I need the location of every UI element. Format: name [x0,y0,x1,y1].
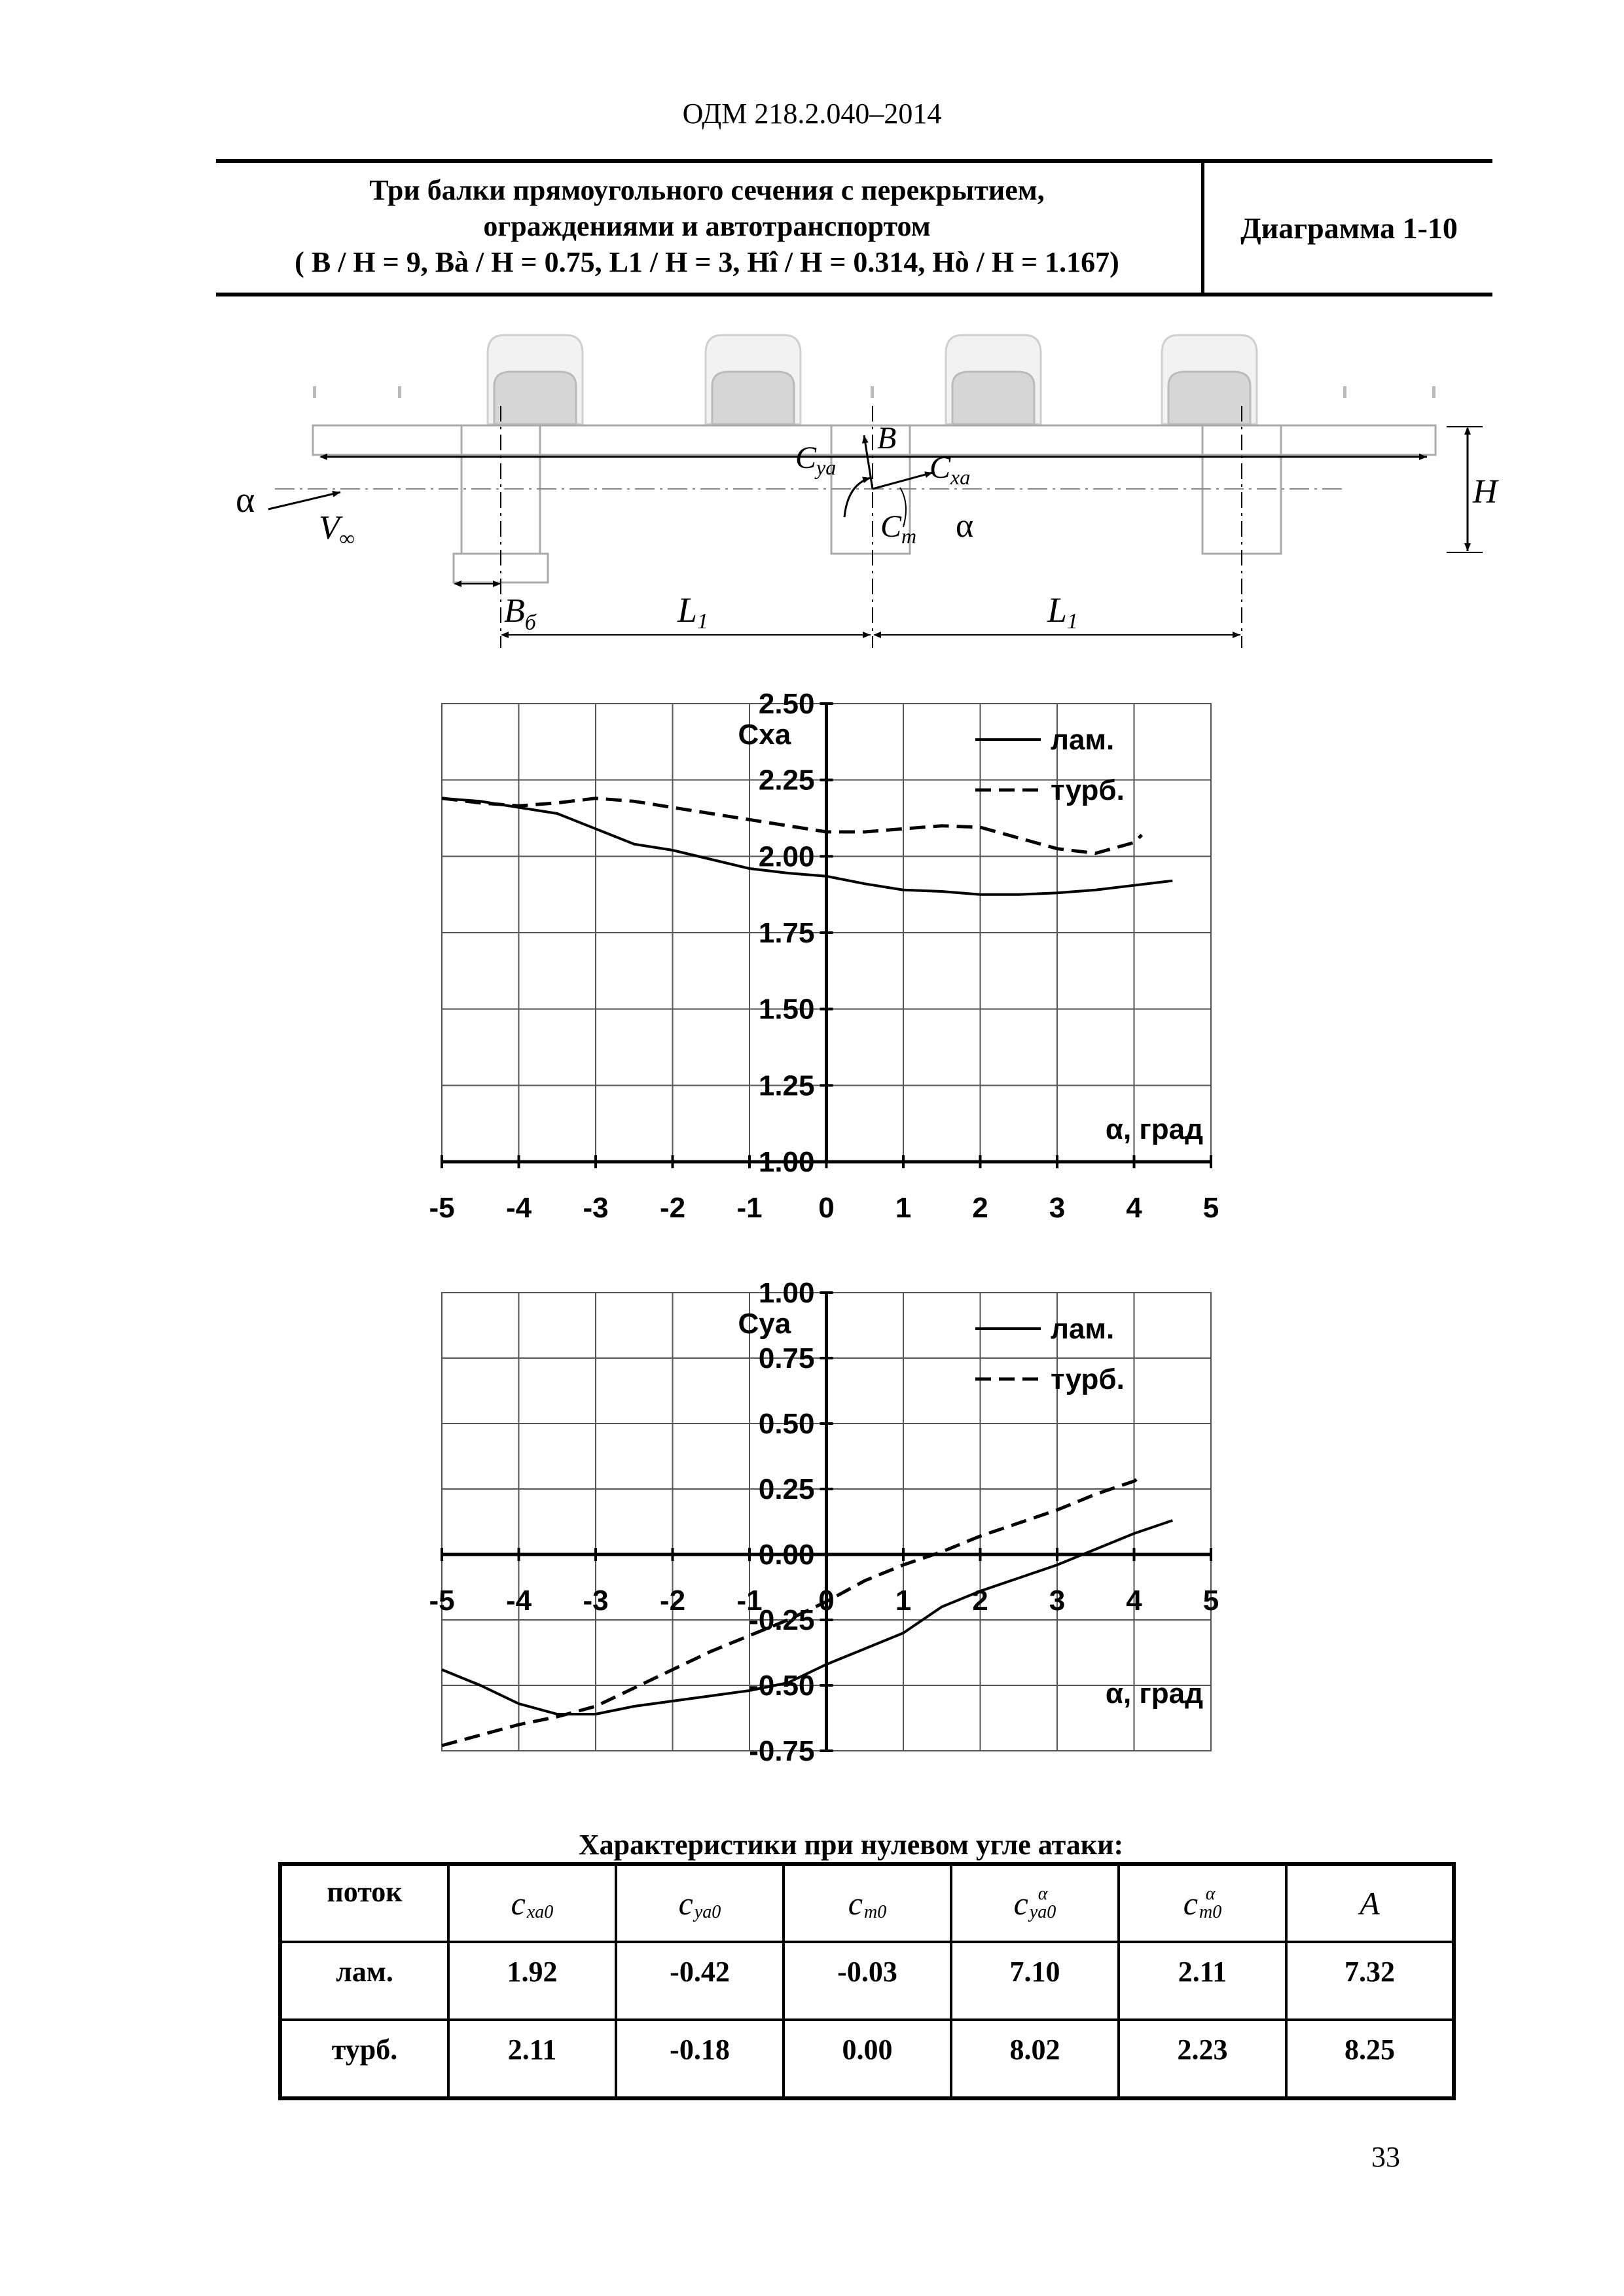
header-col-1 [616,1864,784,1942]
cxa-chart [419,687,1296,1237]
header-col-4 [1119,1864,1286,1942]
vehicle-3 [946,335,1041,424]
svg-text:Cya [795,440,836,479]
header-symbol: c α m0 [1183,1884,1222,1922]
x-tick-label: -1 [736,1192,763,1224]
title-line-2: ограждениями и автотранспортом [483,210,931,242]
y-tick-label: 1.25 [758,1069,815,1102]
x-tick-label: 2 [972,1192,988,1224]
document-code: ОДМ 218.2.040–2014 [682,98,942,130]
scheme-label-cya: C [795,440,817,475]
x-tick-label: -2 [659,1585,686,1617]
cya-chart [419,1273,1296,1816]
vehicle-1 [488,335,583,424]
x-tick-label: -4 [505,1192,532,1224]
legend-label: лам. [1051,724,1115,756]
cell: 7.32 [1286,1942,1454,2020]
x-tick-label: 0 [818,1585,835,1617]
x-tick-label: 5 [1202,1192,1219,1224]
scheme-label-l1b: L [1047,590,1068,630]
x-tick-label: 1 [895,1585,912,1617]
scheme-label-vinf-sub: ∞ [339,526,355,550]
x-tick-label: 2 [972,1585,988,1617]
x-tick-label: 4 [1126,1192,1142,1224]
svg-text:Bб [504,592,537,635]
header-col-5 [1286,1864,1454,1942]
y-tick-label: -0.75 [749,1735,815,1767]
x-tick-label: -4 [505,1585,532,1617]
scheme-label-cm: C [880,509,902,544]
svg-text:Cm [880,509,916,548]
barrier-posts [313,386,1435,398]
parameters-table [278,1862,1456,2100]
scheme-label-l1a: L [677,590,698,630]
x-tick-label: 5 [1202,1585,1219,1617]
diagram-title [216,172,1198,280]
header-col-3 [951,1864,1119,1942]
vehicle-4 [1162,335,1257,424]
diagram-header [216,159,1492,296]
y-tick-label: -0.50 [749,1670,815,1702]
header-divider [1201,163,1204,293]
scheme-label-l1b-sub: 1 [1067,609,1079,634]
y-tick-label: 1.75 [758,917,815,949]
scheme-label-alpha: α [236,480,255,520]
y-tick-label: 1.00 [758,1146,815,1178]
scheme-label-cxa-sub: xa [950,465,971,489]
y-tick-label: -0.25 [749,1604,815,1636]
svg-text:V∞ [319,509,355,550]
table-caption: Характеристики при нулевом угле атаки: [578,1829,1124,1861]
scheme-label-bb-sub: б [524,611,536,635]
y-tick-label: 1.00 [758,1277,815,1309]
legend-label: турб. [1051,1363,1125,1395]
scheme-label-cya-sub: ya [816,456,837,479]
title-line-3: ( B / H = 9, Bà / H = 0.75, L1 / H = 3, Hî / H = 0.314, Hò / H = 1.167) [295,246,1119,278]
y-tick-label: 0.75 [758,1342,815,1374]
x-tick-label: -5 [429,1192,455,1224]
legend-label: лам. [1051,1313,1115,1345]
scheme-label-h: H [1473,473,1498,511]
x-tick-label: -3 [583,1192,609,1224]
y-tick-label: 0.25 [758,1473,815,1505]
x-tick-label: 3 [1049,1585,1066,1617]
row-label-turb: турб. [280,2020,448,2098]
table-row-turb [280,2020,1454,2098]
scheme-label-alpha2: α [956,507,974,545]
cell: 2.11 [448,2020,616,2098]
header-symbol: c α ya0 [1013,1884,1056,1922]
table-header-row [280,1864,1454,1942]
cell: 2.23 [1119,2020,1286,2098]
legend-label: турб. [1051,774,1125,806]
cell: 8.25 [1286,2020,1454,2098]
y-axis-label: Cya [738,1308,791,1340]
cell: -0.18 [616,2020,784,2098]
x-tick-label: 3 [1049,1192,1066,1224]
scheme-label-cm-sub: m [901,524,917,548]
scheme-label-vinf: V [319,509,340,547]
vehicle-2 [706,335,801,424]
cell: -0.03 [784,1942,951,2020]
deck-slab [313,425,1435,583]
y-tick-label: 0.00 [758,1539,815,1571]
diagram-number: Диаграмма 1-10 [1240,211,1458,245]
cell: 1.92 [448,1942,616,2020]
cell: 7.10 [951,1942,1119,2020]
header-col-0 [448,1864,616,1942]
page-number: 33 [1371,2141,1400,2173]
y-tick-label: 2.00 [758,840,815,873]
header-symbol: c ya0 [678,1885,721,1922]
header-symbol: A [1360,1885,1380,1922]
svg-text:L1 [1047,590,1078,634]
scheme-label-bb: B [504,592,525,630]
y-tick-label: 2.50 [758,688,815,720]
scheme-label-b: B [877,421,897,456]
x-tick-label: -3 [583,1585,609,1617]
x-tick-label: 1 [895,1192,912,1224]
table-row-lam [280,1942,1454,2020]
x-tick-label: -1 [736,1585,763,1617]
x-tick-label: -5 [429,1585,455,1617]
header-flow: поток [280,1864,448,1942]
scheme-label-cxa: C [929,450,951,485]
cell: 8.02 [951,2020,1119,2098]
x-tick-label: 4 [1126,1585,1142,1617]
x-axis-label: α, град [1105,1677,1203,1710]
x-tick-label: 0 [818,1192,835,1224]
cell: -0.42 [616,1942,784,2020]
scheme-label-l1a-sub: 1 [697,609,709,634]
cell: 0.00 [784,2020,951,2098]
x-axis-label: α, град [1105,1113,1203,1145]
y-tick-label: 1.50 [758,993,815,1026]
header-col-2 [784,1864,951,1942]
cross-section-scheme [216,321,1512,655]
row-label-lam: лам. [280,1942,448,2020]
title-line-1: Три балки прямоугольного сечения с перекрытием, [369,174,1045,206]
y-tick-label: 2.25 [758,764,815,797]
cell: 2.11 [1119,1942,1286,2020]
x-tick-label: -2 [659,1192,686,1224]
header-symbol: c xa0 [511,1885,554,1922]
header-symbol: c m0 [848,1885,887,1922]
y-axis-label: Cxa [738,719,791,751]
y-tick-label: 0.50 [758,1408,815,1440]
svg-text:L1 [677,590,708,634]
